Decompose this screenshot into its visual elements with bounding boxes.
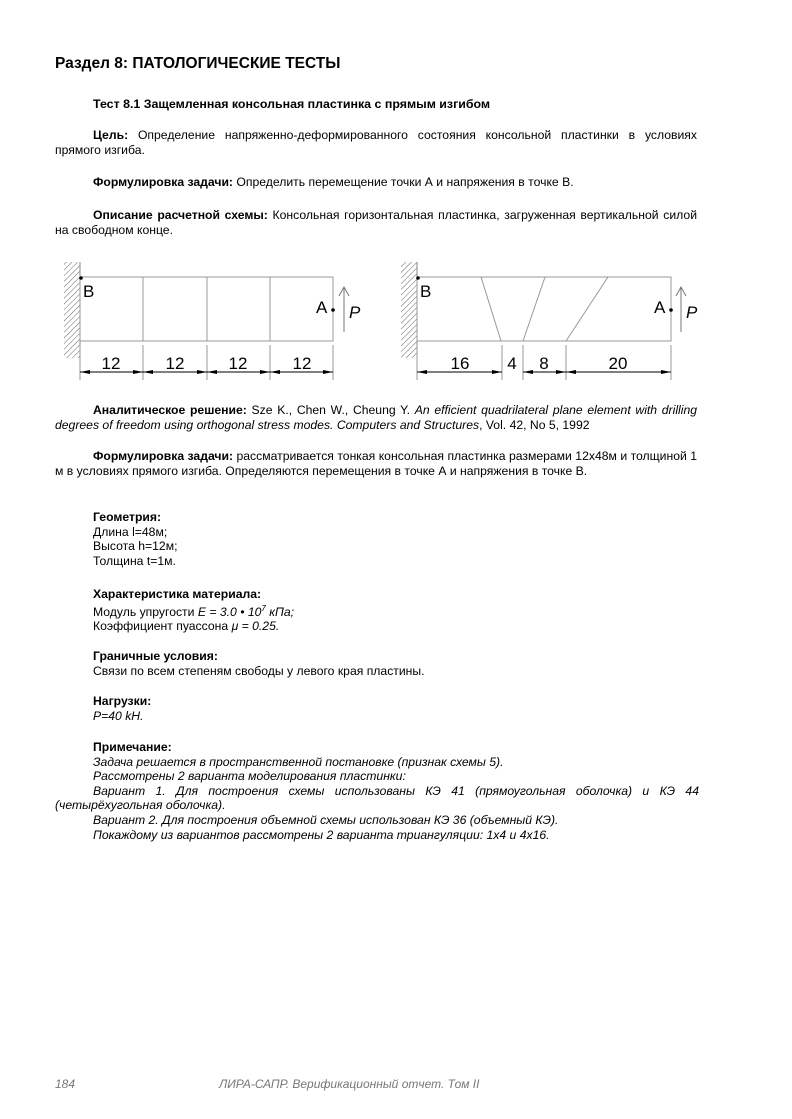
- analytical-label: Аналитическое решение:: [93, 403, 247, 417]
- poisson-label: Коэффициент пуассона: [93, 619, 232, 634]
- notes-title: Примечание:: [93, 740, 172, 754]
- notes-block: [55, 740, 699, 842]
- point-a-marker: [669, 308, 673, 312]
- load-label: P: [686, 303, 698, 322]
- loads-title: Нагрузки:: [93, 694, 152, 708]
- fixed-support-icon: [401, 262, 417, 358]
- point-b-marker: [416, 276, 420, 280]
- boundary-text: Связи по всем степеням свободы у левого края пластины.: [93, 663, 425, 678]
- scheme-label: Описание расчетной схемы:: [93, 208, 268, 222]
- analytical-tail: , Vol. 42, No 5, 1992: [479, 417, 590, 432]
- note-line: Рассмотрены 2 варианта моделирования пластинки:: [93, 769, 406, 784]
- analytical-title: An efficient quadrilateral plane element with drilling degrees of freedom using orthogonal stress modes. Computers and Structures: [55, 403, 698, 432]
- note-line: Покаждому из вариантов рассмотрены 2 варианта триангуляции: 1х4 и 4х16.: [93, 827, 550, 842]
- task2-paragraph: [55, 449, 697, 478]
- dimension-label: 8: [539, 354, 549, 373]
- point-a-label: A: [654, 298, 666, 317]
- note-line: Вариант 2. Для построения объемной схемы использован КЭ 36 (объемный КЭ).: [93, 812, 559, 827]
- geometry-line: Толщина t=1м.: [93, 553, 176, 568]
- dimension-label: 16: [450, 354, 470, 373]
- note-line: Задача решается в пространственной постановке (признак схемы 5).: [93, 754, 504, 769]
- material-block: [93, 587, 703, 634]
- dimension-label: 12: [101, 354, 121, 373]
- geometry-line: Высота h=12м;: [93, 539, 178, 554]
- boundary-title: Граничные условия:: [93, 649, 218, 663]
- task-label: Формулировка задачи:: [93, 175, 233, 189]
- point-a-marker: [331, 308, 335, 312]
- loads-block: [93, 694, 703, 723]
- dimension-label: 12: [292, 354, 312, 373]
- modulus-value: E = 3.0 • $10^7$ кПа;: [197, 603, 294, 619]
- goal-text: Определение напряженно-деформированного состояния консольной пластинки в условиях прямого изгиба.: [55, 128, 697, 157]
- note-line: Вариант 1. Для построения схемы использованы КЭ 41 (прямоугольная оболочка) и КЭ 44 (четырёхугольная оболочка).: [55, 783, 699, 813]
- analytical-solution-paragraph: [55, 403, 697, 432]
- point-b-label: B: [83, 282, 95, 301]
- point-b-marker: [79, 276, 83, 280]
- right-diagram: [401, 262, 698, 380]
- task-text: Определить перемещение точки А и напряжения в точке В.: [233, 175, 574, 189]
- poisson-value: μ = 0.25.: [231, 619, 280, 634]
- dimension-label: 12: [165, 354, 185, 373]
- goal-label: Цель:: [93, 128, 129, 142]
- point-b-label: B: [420, 282, 432, 301]
- geometry-line: Длина l=48м;: [93, 524, 168, 539]
- boundary-block: [93, 649, 703, 678]
- load-label: P: [349, 303, 361, 322]
- modulus-label: Модуль упругости: [93, 604, 198, 619]
- material-title: Характеристика материала:: [93, 587, 262, 601]
- fixed-support-icon: [64, 262, 80, 358]
- analytical-authors: Sze K., Chen W., Cheung Y.: [246, 403, 415, 417]
- footer-title: ЛИРА-САПР. Верификационный отчет. Том II: [219, 1077, 480, 1091]
- loads-text: P=40 kH.: [93, 708, 144, 723]
- test-title: Тест 8.1 Защемленная консольная пластинка с прямым изгибом: [93, 97, 491, 111]
- left-diagram: [64, 262, 361, 380]
- dimension-label: 12: [228, 354, 248, 373]
- dimension-label: 20: [608, 354, 628, 373]
- poisson-line: [93, 619, 703, 634]
- diagram-regular-mesh: [0, 0, 792, 400]
- geometry-title: Геометрия:: [93, 510, 162, 524]
- section-title: Раздел 8: ПАТОЛОГИЧЕСКИЕ ТЕСТЫ: [55, 55, 341, 72]
- geometry-block: [93, 510, 703, 568]
- modulus-line: [93, 602, 703, 620]
- task2-text: рассматривается тонкая консольная пластинка размерами 12x48м и толщиной 1 м в условиях прямого изгиба. Определяются перемещения в точке А и напряжения в точке В.: [55, 449, 697, 478]
- task2-label: Формулировка задачи:: [93, 449, 234, 463]
- scheme-text: Консольная горизонтальная пластинка, загруженная вертикальной силой на свободном конце.: [55, 208, 697, 237]
- page-number: 184: [55, 1077, 76, 1091]
- point-a-label: A: [316, 298, 328, 317]
- dimension-label: 4: [507, 354, 517, 373]
